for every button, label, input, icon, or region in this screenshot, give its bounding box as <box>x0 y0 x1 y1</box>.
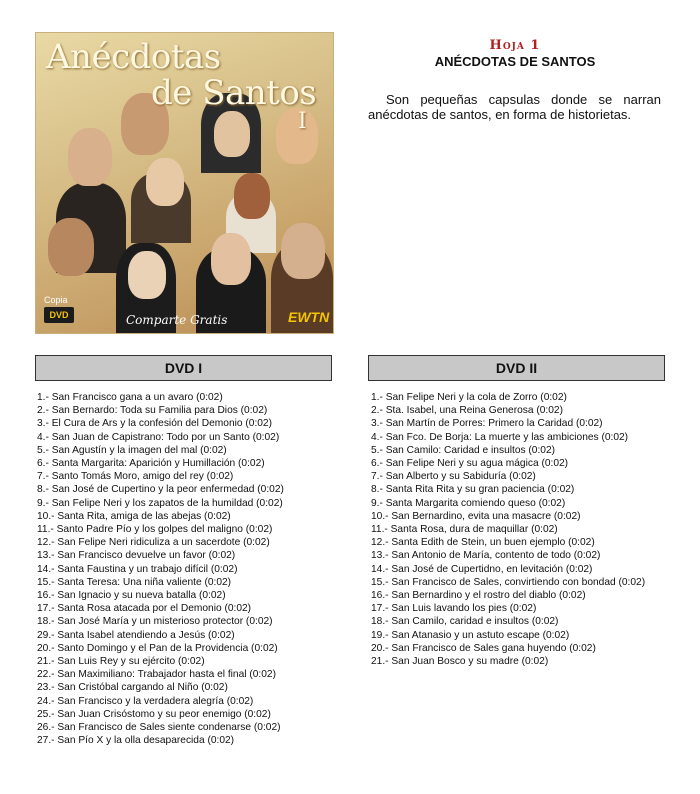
list-item: 9.- Santa Margarita comiendo queso (0:02) <box>371 497 566 509</box>
saint-figure <box>214 111 250 157</box>
list-item: 10.- San Bernardino, evita una masacre (0:02) <box>371 510 581 522</box>
list-item: 13.- San Francisco devuelve un favor (0:02) <box>37 550 236 562</box>
saint-figure <box>234 173 270 219</box>
list-item: 9.- San Felipe Neri y los zapatos de la humildad (0:02) <box>37 497 283 509</box>
list-item: 8.- San José de Cupertino y la peor enfermedad (0:02) <box>37 484 284 496</box>
list-item: 25.- San Juan Crisóstomo y su peor enemigo (0:02) <box>37 708 271 720</box>
list-item: 20.- Santo Domingo y el Pan de la Providencia (0:02) <box>37 642 278 654</box>
dvd2-list <box>371 391 676 668</box>
list-item: 19.- San Atanasio y un astuto escape (0:02) <box>371 629 570 641</box>
list-item: 13.- San Antonio de María, contento de todo (0:02) <box>371 550 601 562</box>
list-item: 17.- San Luis lavando los pies (0:02) <box>371 603 537 615</box>
cover-title-line2: de Santos <box>151 73 317 113</box>
list-item: 2.- San Bernardo: Toda su Familia para Dios (0:02) <box>37 405 268 417</box>
cover-comparte-text: Comparte Gratis <box>126 313 228 327</box>
list-item: 17.- Santa Rosa atacada por el Demonio (0:02) <box>37 603 252 615</box>
dvd1-list <box>37 391 347 747</box>
list-item: 16.- San Ignacio y su nueva batalla (0:02) <box>37 590 226 602</box>
list-item: 7.- Santo Tomás Moro, amigo del rey (0:02) <box>37 471 234 483</box>
list-item: 14.- Santa Faustina y un trabajo difícil (0:02) <box>37 563 238 575</box>
list-item: 2.- Sta. Isabel, una Reina Generosa (0:02) <box>371 405 563 417</box>
list-item: 5.- San Camilo: Caridad e insultos (0:02) <box>371 444 556 456</box>
list-item: 3.- El Cura de Ars y la confesión del Demonio (0:02) <box>37 418 272 430</box>
cover-title-line1: Anécdotas <box>46 37 221 77</box>
list-item: 20.- San Francisco de Sales gana huyendo (0:02) <box>371 642 596 654</box>
saint-figure <box>68 128 112 186</box>
saint-figure <box>276 108 318 164</box>
list-item: 29.- Santa Isabel atendiendo a Jesús (0:02) <box>37 629 235 641</box>
saint-figure <box>211 233 251 285</box>
ewtn-logo: EWTN <box>288 309 330 325</box>
saint-figure <box>128 251 166 299</box>
list-item: 18.- San José María y un misterioso protector (0:02) <box>37 616 273 628</box>
cover-volume: I <box>298 109 307 134</box>
cover-copia-label: Copia <box>44 295 68 305</box>
saint-figure <box>281 223 325 279</box>
list-item: 12.- Santa Edith de Stein, un buen ejemplo (0:02) <box>371 537 595 549</box>
list-item: 14.- San José de Cupertidno, en levitación (0:02) <box>371 563 593 575</box>
page-title: ANÉCDOTAS DE SANTOS <box>434 54 596 69</box>
list-item: 3.- San Martín de Porres: Primero la Caridad (0:02) <box>371 418 603 430</box>
list-item: 21.- San Juan Bosco y su madre (0:02) <box>371 656 549 668</box>
intro-paragraph: Son pequeñas capsulas donde se narran anécdotas de santos, en forma de historietas. <box>368 92 661 122</box>
sheet-label: Hoja 1 <box>489 38 541 53</box>
saint-figure <box>48 218 94 276</box>
list-item: 1.- San Francisco gana a un avaro (0:02) <box>37 392 223 403</box>
list-item: 10.- Santa Rita, amiga de las abejas (0:02) <box>37 510 231 522</box>
list-item: 4.- San Juan de Capistrano: Todo por un Santo (0:02) <box>37 431 280 443</box>
dvd-logo-icon: DVD <box>44 307 74 323</box>
list-item: 11.- Santo Padre Pío y los golpes del maligno (0:02) <box>37 524 273 536</box>
list-item: 27.- San Pío X y la olla desaparecida (0:02) <box>37 735 235 747</box>
dvd2-header: DVD II <box>368 355 665 381</box>
list-item: 15.- San Francisco de Sales, convirtiendo con bondad (0:02) <box>371 576 646 588</box>
list-item: 11.- Santa Rosa, dura de maquillar (0:02) <box>371 524 558 536</box>
list-item: 16.- San Bernardino y el rostro del diablo (0:02) <box>371 590 586 602</box>
list-item: 18.- San Camilo, caridad e insultos (0:02) <box>371 616 559 628</box>
list-item: 7.- San Alberto y su Sabiduría (0:02) <box>371 471 536 483</box>
list-item: 15.- Santa Teresa: Una niña valiente (0:02) <box>37 576 232 588</box>
list-item: 6.- Santa Margarita: Aparición y Humillación (0:02) <box>37 458 265 470</box>
list-item: 6.- San Felipe Neri y su agua mágica (0:02) <box>371 458 569 470</box>
list-item: 23.- San Cristóbal cargando al Niño (0:02) <box>37 682 228 694</box>
saint-figure <box>146 158 184 206</box>
list-item: 21.- San Luis Rey y su ejército (0:02) <box>37 656 205 668</box>
dvd1-header: DVD I <box>35 355 332 381</box>
list-item: 24.- San Francisco y la verdadera alegría (0:02) <box>37 695 254 707</box>
dvd-cover-image <box>35 32 334 334</box>
list-item: 22.- San Maximiliano: Trabajador hasta el final (0:02) <box>37 669 276 681</box>
list-item: 26.- San Francisco de Sales siente condenarse (0:02) <box>37 722 281 734</box>
list-item: 5.- San Agustín y la imagen del mal (0:02) <box>37 444 227 456</box>
list-item: 1.- San Felipe Neri y la cola de Zorro (0:02) <box>371 392 567 403</box>
list-item: 4.- San Fco. De Borja: La muerte y las ambiciones (0:02) <box>371 431 629 443</box>
list-item: 8.- Santa Rita Rita y su gran paciencia (0:02) <box>371 484 575 496</box>
list-item: 12.- San Felipe Neri ridiculiza a un sacerdote (0:02) <box>37 537 270 549</box>
